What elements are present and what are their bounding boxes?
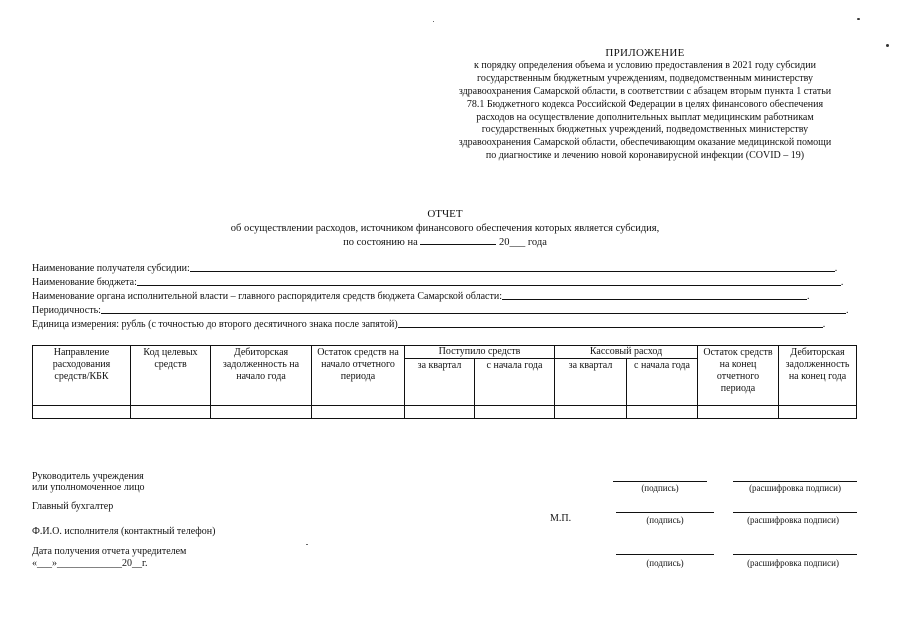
- report-date-blank[interactable]: [420, 244, 496, 245]
- table-cell[interactable]: [405, 406, 475, 419]
- report-subtitle: об осуществлении расходов, источником финансового обеспечения которых является субсидия,: [230, 222, 660, 234]
- col-header-expense-year: с начала года: [627, 359, 698, 406]
- decode-line[interactable]: [733, 554, 857, 555]
- field-authority-line[interactable]: [502, 298, 807, 300]
- appendix-line: к порядку определения объема и условию предоставления в 2021 году субсидии: [474, 59, 816, 71]
- head-signatory: [32, 471, 145, 493]
- field-end-mark: .: [840, 277, 844, 288]
- signature-line[interactable]: [616, 512, 714, 513]
- report-date-prefix: по состоянию на: [343, 237, 418, 248]
- signature-caption: (подпись): [646, 515, 684, 525]
- field-unit-line[interactable]: [398, 326, 823, 328]
- col-header-cash-expense: Кассовый расход: [555, 346, 698, 359]
- col-header-received: Поступило средств: [405, 346, 555, 359]
- appendix-block: [420, 47, 870, 163]
- field-budget: [32, 277, 843, 288]
- col-header-balance-end: Остаток средств на конец отчетного периода: [698, 346, 779, 406]
- table-cell[interactable]: [312, 406, 405, 419]
- signature-line[interactable]: [616, 554, 714, 555]
- table-cell[interactable]: [131, 406, 211, 419]
- scan-speck: [433, 21, 434, 22]
- signature-line[interactable]: [613, 481, 707, 482]
- field-periodicity-line[interactable]: [101, 312, 846, 314]
- report-date-year: 20___ года: [499, 237, 547, 248]
- signature-caption: (подпись): [641, 483, 679, 493]
- col-header-receivables-end: Дебиторская задолженность на конец года: [779, 346, 857, 406]
- decode-caption: (расшифровка подписи): [749, 483, 841, 493]
- field-end-mark: .: [834, 263, 838, 274]
- field-recipient-label: Наименование получателя субсидии:: [32, 263, 190, 274]
- field-unit-label: Единица измерения: рубль (с точностью до второго десятичного знака после запятой): [32, 319, 398, 330]
- table-cell[interactable]: [475, 406, 555, 419]
- report-header: [150, 207, 740, 251]
- table-cell[interactable]: [211, 406, 312, 419]
- table-cell[interactable]: [555, 406, 627, 419]
- appendix-line: 78.1 Бюджетного кодекса Российской Федерации в целях финансового обеспечения: [466, 98, 824, 110]
- field-end-mark: .: [822, 319, 826, 330]
- report-date-line: [150, 236, 740, 251]
- report-table: [32, 345, 857, 419]
- field-unit: [32, 319, 825, 330]
- scan-speck: [306, 544, 308, 545]
- col-header-receivables-start: Дебиторская задолженность на начало года: [211, 346, 312, 406]
- col-header-code: Код целевых средств: [131, 346, 211, 406]
- appendix-line: государственным бюджетным учреждениям, подведомственным министерству: [477, 72, 813, 84]
- scan-speck: [886, 44, 889, 47]
- appendix-line: расходов на осуществление дополнительных выплат медицинским работникам: [476, 111, 814, 123]
- receipt-date-label: Дата получения отчета учредителем: [32, 546, 187, 557]
- decode-line[interactable]: [733, 512, 857, 513]
- table-cell[interactable]: [698, 406, 779, 419]
- receipt-date-field[interactable]: «___»_____________20__г.: [32, 558, 148, 569]
- scan-speck: [857, 18, 860, 20]
- table-cell[interactable]: [779, 406, 857, 419]
- col-header-received-quarter: за квартал: [405, 359, 475, 406]
- table-row: [33, 406, 857, 419]
- appendix-line: по диагностике и лечению новой коронавирусной инфекции (COVID – 19): [485, 150, 805, 162]
- signature-caption: (подпись): [646, 558, 684, 568]
- decode-caption: (расшифровка подписи): [747, 558, 839, 568]
- appendix-heading: ПРИЛОЖЕНИЕ: [605, 47, 685, 59]
- field-periodicity-label: Периодичность:: [32, 305, 101, 316]
- col-header-direction: Направление расходования средств/КБК: [33, 346, 131, 406]
- field-recipient: [32, 263, 837, 274]
- field-recipient-line[interactable]: [190, 270, 835, 272]
- field-end-mark: .: [807, 291, 810, 302]
- col-header-received-year: с начала года: [475, 359, 555, 406]
- table-cell[interactable]: [627, 406, 698, 419]
- col-header-balance-start: Остаток средств на начало отчетного периода: [312, 346, 405, 406]
- field-periodicity: [32, 305, 848, 316]
- head-line1: Руководитель учреждения: [32, 471, 144, 482]
- appendix-line: здравоохранения Самарской области, в соответствии с абзацем вторым пункта 1 статьи: [458, 85, 832, 97]
- field-budget-label: Наименование бюджета:: [32, 277, 137, 288]
- col-header-expense-quarter: за квартал: [555, 359, 627, 406]
- appendix-line: государственных бюджетных учреждений, подведомственных министерству: [481, 124, 809, 136]
- table-cell[interactable]: [33, 406, 131, 419]
- executor-label: Ф.И.О. исполнителя (контактный телефон): [32, 526, 216, 537]
- field-authority-label: Наименование органа исполнительной власти – главного распорядителя средств бюджета Самарской области:: [32, 291, 502, 302]
- field-budget-line[interactable]: [137, 284, 841, 286]
- table-header-row: [33, 346, 857, 359]
- head-line2: или уполномоченное лицо: [32, 482, 145, 493]
- decode-line[interactable]: [733, 481, 857, 482]
- field-end-mark: .: [845, 305, 849, 316]
- appendix-line: здравоохранения Самарской области, обеспечивающим оказание медицинской помощи: [458, 137, 832, 149]
- stamp-label: М.П.: [550, 513, 572, 524]
- report-title: ОТЧЕТ: [427, 208, 463, 220]
- chief-accountant-label: Главный бухгалтер: [32, 501, 114, 512]
- field-authority: [32, 291, 810, 302]
- decode-caption: (расшифровка подписи): [747, 515, 839, 525]
